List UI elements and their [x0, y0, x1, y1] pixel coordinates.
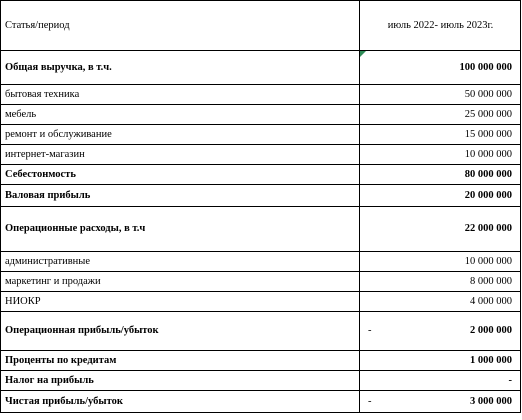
table-row [1, 207, 521, 252]
row-value: 4 000 000 [470, 295, 512, 307]
row-dash: - [368, 395, 372, 407]
table-row [1, 272, 521, 292]
row-value-cell [360, 252, 521, 272]
row-label: Общая выручка, в т.ч. [1, 51, 360, 85]
row-value: 3 000 000 [470, 395, 512, 407]
row-label: Налог на прибыль [1, 371, 360, 391]
row-value-cell [360, 85, 521, 105]
row-label: Себестонмость [1, 165, 360, 185]
row-value: 80 000 000 [464, 168, 512, 180]
row-value: 10 000 000 [464, 148, 512, 160]
row-value: 2 000 000 [470, 325, 512, 336]
table-row [1, 105, 521, 125]
comment-marker-icon [360, 51, 366, 57]
row-value: 15 000 000 [464, 128, 512, 140]
table-row [1, 391, 521, 413]
row-value-cell [360, 51, 521, 85]
table-row [1, 185, 521, 207]
row-value: 22 000 000 [464, 223, 512, 234]
row-value-cell [360, 125, 521, 145]
table-row [1, 292, 521, 312]
table-row [1, 125, 521, 145]
row-value-cell [360, 207, 521, 252]
row-label: бытовая техника [1, 85, 360, 105]
row-dash: - [368, 325, 372, 336]
row-value-cell [360, 165, 521, 185]
row-value: 50 000 000 [464, 88, 512, 100]
row-value: 25 000 000 [464, 108, 512, 120]
row-value: 10 000 000 [464, 255, 512, 267]
row-value-cell [360, 312, 521, 351]
row-label: административные [1, 252, 360, 272]
row-value-cell [360, 105, 521, 125]
row-label: Операционная прибыль/убыток [1, 312, 360, 351]
row-value-cell [360, 351, 521, 371]
header-period-cell: июль 2022- июль 2023г. [360, 1, 521, 51]
row-label: НИОКР [1, 292, 360, 312]
row-value: 8 000 000 [470, 275, 512, 287]
table-row [1, 351, 521, 371]
row-value-cell [360, 272, 521, 292]
row-value: 100 000 000 [459, 61, 512, 73]
table-row [1, 85, 521, 105]
row-value-cell [360, 292, 521, 312]
row-label: мебель [1, 105, 360, 125]
table-row [1, 165, 521, 185]
row-label: Чистая прибыль/убыток [1, 391, 360, 413]
row-value: 20 000 000 [464, 189, 512, 201]
row-value: 1 000 000 [470, 354, 512, 366]
table-row [1, 51, 521, 85]
table-row [1, 252, 521, 272]
row-value-cell [360, 185, 521, 207]
table-header-row [1, 1, 521, 51]
row-label: Операционные расходы, в т.ч [1, 207, 360, 252]
row-value-cell [360, 391, 521, 413]
row-label: ремонт и обслуживание [1, 125, 360, 145]
row-value: - [508, 374, 512, 386]
row-value-cell [360, 145, 521, 165]
table-row [1, 145, 521, 165]
table-row [1, 312, 521, 351]
row-label: интернет-магазин [1, 145, 360, 165]
row-label: маркетинг и продажи [1, 272, 360, 292]
header-item-cell: Статья/период [1, 1, 360, 51]
row-label: Валовая прибыль [1, 185, 360, 207]
row-label: Проценты по кредитам [1, 351, 360, 371]
row-value-cell [360, 371, 521, 391]
table-row [1, 371, 521, 391]
